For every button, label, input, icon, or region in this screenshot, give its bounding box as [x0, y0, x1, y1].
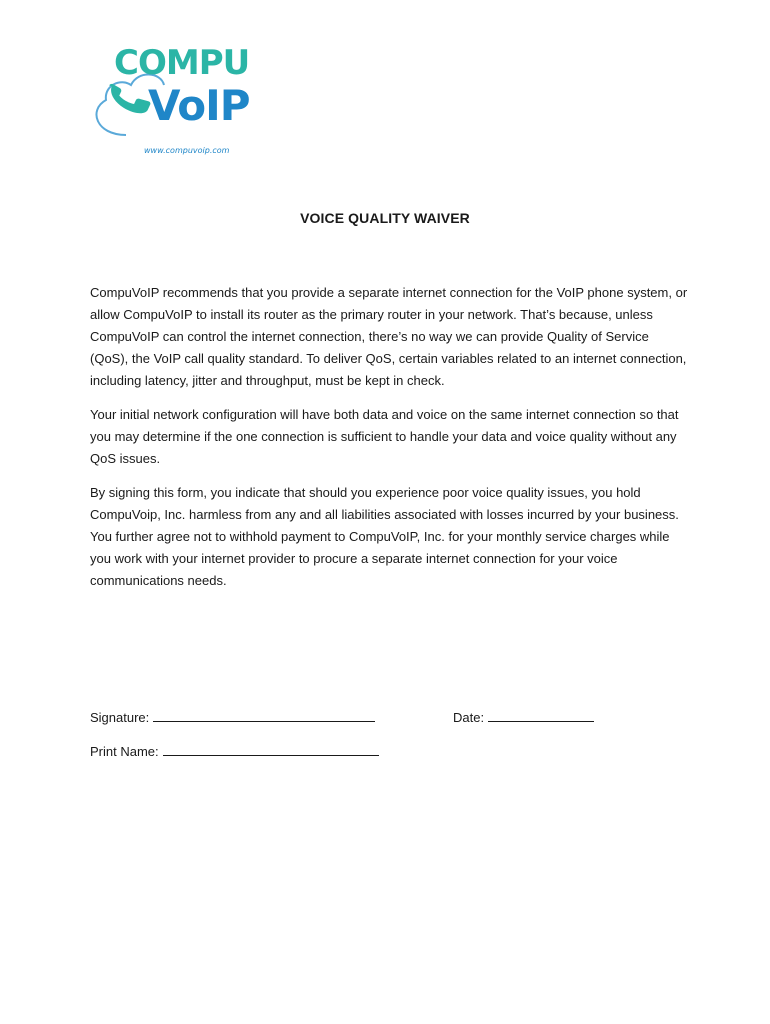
signature-field[interactable] [90, 707, 375, 725]
paragraph-network-configuration: Your initial network configuration will have both data and voice on the same internet connection so that you may determine if the one connection is sufficient to handle your data and voice quality without any QoS issues. [90, 407, 679, 466]
paragraph-router-recommendation: CompuVoIP recommends that you provide a separate internet connection for the VoIP phone system, or allow CompuVoIP to install its router as the primary router in your network. That’s because, unless CompuVoIP can control the internet connection, there’s no way we can provide Quality of Service (QoS), the VoIP call quality standard. To deliver QoS, certain variables related to an internet connection, including latency, jitter and throughput, must be kept in check. [90, 285, 688, 388]
date-label: Date: [453, 710, 485, 725]
signature-label: Signature: [90, 710, 150, 725]
print-name-label: Print Name: [90, 744, 159, 759]
print-name-line[interactable] [163, 741, 379, 756]
print-name-field[interactable] [90, 741, 379, 759]
document-title: VOICE QUALITY WAIVER [300, 210, 470, 226]
company-logo [86, 40, 286, 160]
paragraph-liability-waiver: By signing this form, you indicate that should you experience poor voice quality issues, you hold CompuVoip, Inc. harmless from any and all liabilities associated with losses incurred by your business. You further agree not to withhold payment to CompuVoIP, Inc. for your monthly service charges while you work with your internet provider to procure a separate internet connection for your voice communications needs. [90, 485, 679, 588]
date-field[interactable] [453, 707, 594, 725]
logo-url: www.compuvoip.com [144, 146, 230, 155]
compuvoip-logo-graphic [86, 40, 286, 160]
signature-line[interactable] [153, 707, 375, 722]
logo-word-top: COMPU [114, 43, 250, 83]
logo-word-bottom: VoIP [148, 81, 250, 130]
document-body [90, 282, 690, 604]
date-line[interactable] [488, 707, 594, 722]
